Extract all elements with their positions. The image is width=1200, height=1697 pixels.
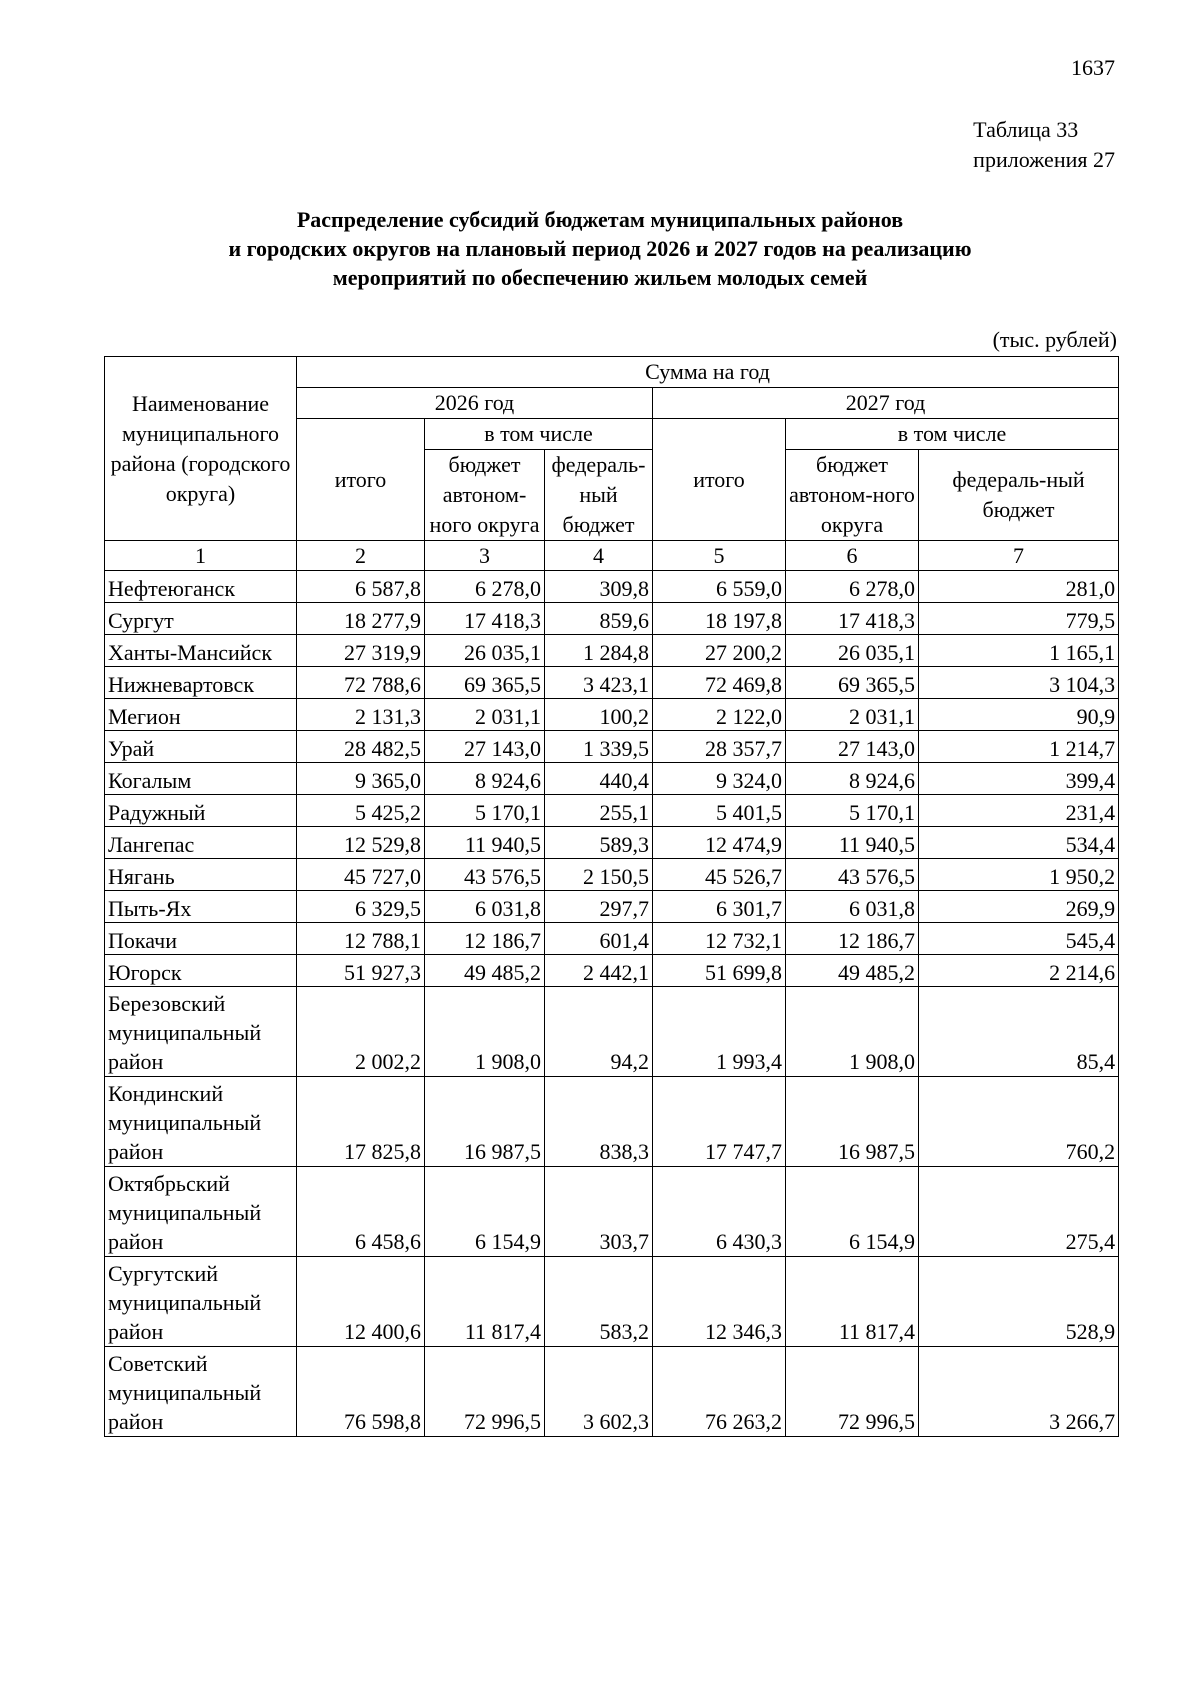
value-cell: 309,8	[545, 571, 653, 603]
value-cell: 12 186,7	[786, 923, 919, 955]
table-row	[105, 1077, 1119, 1167]
value-cell: 11 817,4	[786, 1257, 919, 1347]
municipality-name: Нефтеюганск	[105, 571, 297, 603]
value-cell: 12 529,8	[297, 827, 425, 859]
header-year-2027: 2027 год	[653, 388, 1119, 419]
value-cell: 90,9	[919, 699, 1119, 731]
value-cell: 2 122,0	[653, 699, 786, 731]
column-number: 3	[425, 541, 545, 571]
value-cell: 2 031,1	[786, 699, 919, 731]
value-cell: 12 788,1	[297, 923, 425, 955]
title-line-2: и городских округов на плановый период 2026 и 2027 годов на реализацию	[228, 236, 972, 261]
value-cell: 3 423,1	[545, 667, 653, 699]
value-cell: 11 817,4	[425, 1257, 545, 1347]
value-cell: 1 908,0	[786, 987, 919, 1077]
header-sum-per-year: Сумма на год	[297, 357, 1119, 388]
value-cell: 2 150,5	[545, 859, 653, 891]
value-cell: 760,2	[919, 1077, 1119, 1167]
document-title	[100, 205, 1100, 292]
value-cell: 399,4	[919, 763, 1119, 795]
value-cell: 1 908,0	[425, 987, 545, 1077]
value-cell: 6 031,8	[425, 891, 545, 923]
value-cell: 72 788,6	[297, 667, 425, 699]
table-row	[105, 859, 1119, 891]
value-cell: 12 474,9	[653, 827, 786, 859]
value-cell: 1 339,5	[545, 731, 653, 763]
table-row	[105, 827, 1119, 859]
column-number: 6	[786, 541, 919, 571]
value-cell: 45 727,0	[297, 859, 425, 891]
value-cell: 1 993,4	[653, 987, 786, 1077]
value-cell: 281,0	[919, 571, 1119, 603]
units-label: (тыс. рублей)	[992, 327, 1117, 352]
value-cell: 45 526,7	[653, 859, 786, 891]
value-cell: 49 485,2	[786, 955, 919, 987]
table-row	[105, 763, 1119, 795]
value-cell: 2 031,1	[425, 699, 545, 731]
table-row	[105, 987, 1119, 1077]
header-ao-budget-2026: бюджет автоном-ного округа	[425, 450, 545, 541]
value-cell: 269,9	[919, 891, 1119, 923]
header-total-2027: итого	[653, 419, 786, 541]
municipality-name: Сургут	[105, 603, 297, 635]
municipality-name: Октябрьский муниципальный район	[105, 1167, 297, 1257]
table-reference	[973, 115, 1115, 175]
value-cell: 26 035,1	[786, 635, 919, 667]
value-cell: 6 329,5	[297, 891, 425, 923]
value-cell: 1 165,1	[919, 635, 1119, 667]
value-cell: 28 357,7	[653, 731, 786, 763]
value-cell: 6 154,9	[786, 1167, 919, 1257]
municipality-name: Когалым	[105, 763, 297, 795]
column-number: 2	[297, 541, 425, 571]
value-cell: 26 035,1	[425, 635, 545, 667]
table-row	[105, 955, 1119, 987]
value-cell: 72 996,5	[425, 1347, 545, 1437]
value-cell: 859,6	[545, 603, 653, 635]
table-row	[105, 635, 1119, 667]
header-total-2026: итого	[297, 419, 425, 541]
value-cell: 72 469,8	[653, 667, 786, 699]
value-cell: 589,3	[545, 827, 653, 859]
column-number: 1	[105, 541, 297, 571]
value-cell: 545,4	[919, 923, 1119, 955]
table-row	[105, 891, 1119, 923]
table-row	[105, 795, 1119, 827]
municipality-name: Нижневартовск	[105, 667, 297, 699]
value-cell: 2 442,1	[545, 955, 653, 987]
value-cell: 12 732,1	[653, 923, 786, 955]
header-name-column: Наименование муниципального района (городского округа)	[105, 357, 297, 541]
value-cell: 8 924,6	[425, 763, 545, 795]
value-cell: 72 996,5	[786, 1347, 919, 1437]
value-cell: 275,4	[919, 1167, 1119, 1257]
table-row	[105, 603, 1119, 635]
value-cell: 9 324,0	[653, 763, 786, 795]
value-cell: 838,3	[545, 1077, 653, 1167]
value-cell: 1 214,7	[919, 731, 1119, 763]
municipality-name: Нягань	[105, 859, 297, 891]
value-cell: 297,7	[545, 891, 653, 923]
value-cell: 255,1	[545, 795, 653, 827]
header-year-2026: 2026 год	[297, 388, 653, 419]
table-row	[105, 667, 1119, 699]
value-cell: 28 482,5	[297, 731, 425, 763]
value-cell: 1 284,8	[545, 635, 653, 667]
value-cell: 303,7	[545, 1167, 653, 1257]
value-cell: 76 263,2	[653, 1347, 786, 1437]
value-cell: 27 319,9	[297, 635, 425, 667]
value-cell: 11 940,5	[786, 827, 919, 859]
municipality-name: Урай	[105, 731, 297, 763]
value-cell: 49 485,2	[425, 955, 545, 987]
value-cell: 231,4	[919, 795, 1119, 827]
value-cell: 6 301,7	[653, 891, 786, 923]
value-cell: 17 825,8	[297, 1077, 425, 1167]
header-ao-budget-2027: бюджет автоном-ного округа	[786, 450, 919, 541]
title-line-1: Распределение субсидий бюджетам муниципальных районов	[296, 207, 904, 232]
table-ref-line-2: приложения 27	[973, 147, 1115, 172]
value-cell: 6 278,0	[425, 571, 545, 603]
value-cell: 18 197,8	[653, 603, 786, 635]
value-cell: 2 131,3	[297, 699, 425, 731]
value-cell: 6 278,0	[786, 571, 919, 603]
value-cell: 2 214,6	[919, 955, 1119, 987]
title-line-3: мероприятий по обеспечению жильем молодых семей	[332, 265, 868, 290]
value-cell: 6 559,0	[653, 571, 786, 603]
value-cell: 17 418,3	[786, 603, 919, 635]
value-cell: 6 587,8	[297, 571, 425, 603]
value-cell: 528,9	[919, 1257, 1119, 1347]
value-cell: 6 154,9	[425, 1167, 545, 1257]
municipality-name: Советский муниципальный район	[105, 1347, 297, 1437]
value-cell: 27 200,2	[653, 635, 786, 667]
value-cell: 16 987,5	[425, 1077, 545, 1167]
value-cell: 18 277,9	[297, 603, 425, 635]
table-row	[105, 1347, 1119, 1437]
value-cell: 100,2	[545, 699, 653, 731]
table-row	[105, 731, 1119, 763]
table-row	[105, 699, 1119, 731]
value-cell: 85,4	[919, 987, 1119, 1077]
column-number: 5	[653, 541, 786, 571]
column-number: 7	[919, 541, 1119, 571]
value-cell: 69 365,5	[425, 667, 545, 699]
value-cell: 6 031,8	[786, 891, 919, 923]
value-cell: 583,2	[545, 1257, 653, 1347]
table-row	[105, 1257, 1119, 1347]
municipality-name: Покачи	[105, 923, 297, 955]
municipality-name: Радужный	[105, 795, 297, 827]
value-cell: 3 104,3	[919, 667, 1119, 699]
header-including-2026: в том числе	[425, 419, 653, 450]
value-cell: 5 170,1	[786, 795, 919, 827]
municipality-name: Мегион	[105, 699, 297, 731]
table-row	[105, 571, 1119, 603]
municipality-name: Югорск	[105, 955, 297, 987]
value-cell: 5 425,2	[297, 795, 425, 827]
value-cell: 76 598,8	[297, 1347, 425, 1437]
value-cell: 12 400,6	[297, 1257, 425, 1347]
value-cell: 16 987,5	[786, 1077, 919, 1167]
municipality-name: Сургутский муниципальный район	[105, 1257, 297, 1347]
value-cell: 440,4	[545, 763, 653, 795]
value-cell: 3 266,7	[919, 1347, 1119, 1437]
table-row	[105, 923, 1119, 955]
value-cell: 11 940,5	[425, 827, 545, 859]
header-fed-budget-2026: федераль-ный бюджет	[545, 450, 653, 541]
table-row	[105, 1167, 1119, 1257]
value-cell: 3 602,3	[545, 1347, 653, 1437]
value-cell: 2 002,2	[297, 987, 425, 1077]
municipality-name: Березовский муниципальный район	[105, 987, 297, 1077]
value-cell: 6 430,3	[653, 1167, 786, 1257]
column-number: 4	[545, 541, 653, 571]
value-cell: 43 576,5	[786, 859, 919, 891]
value-cell: 17 747,7	[653, 1077, 786, 1167]
value-cell: 27 143,0	[425, 731, 545, 763]
value-cell: 12 346,3	[653, 1257, 786, 1347]
municipality-name: Пыть-Ях	[105, 891, 297, 923]
page-number: 1637	[1071, 55, 1115, 80]
header-including-2027: в том числе	[786, 419, 1119, 450]
value-cell: 12 186,7	[425, 923, 545, 955]
value-cell: 17 418,3	[425, 603, 545, 635]
value-cell: 5 401,5	[653, 795, 786, 827]
value-cell: 43 576,5	[425, 859, 545, 891]
value-cell: 8 924,6	[786, 763, 919, 795]
value-cell: 69 365,5	[786, 667, 919, 699]
municipality-name: Лангепас	[105, 827, 297, 859]
value-cell: 1 950,2	[919, 859, 1119, 891]
table-ref-line-1: Таблица 33	[973, 117, 1079, 142]
value-cell: 27 143,0	[786, 731, 919, 763]
subsidies-table	[104, 356, 1119, 1437]
value-cell: 779,5	[919, 603, 1119, 635]
municipality-name: Кондинский муниципальный район	[105, 1077, 297, 1167]
value-cell: 601,4	[545, 923, 653, 955]
value-cell: 51 699,8	[653, 955, 786, 987]
municipality-name: Ханты-Мансийск	[105, 635, 297, 667]
header-fed-budget-2027: федераль-ный бюджет	[919, 450, 1119, 541]
value-cell: 6 458,6	[297, 1167, 425, 1257]
value-cell: 5 170,1	[425, 795, 545, 827]
value-cell: 94,2	[545, 987, 653, 1077]
value-cell: 51 927,3	[297, 955, 425, 987]
value-cell: 9 365,0	[297, 763, 425, 795]
value-cell: 534,4	[919, 827, 1119, 859]
